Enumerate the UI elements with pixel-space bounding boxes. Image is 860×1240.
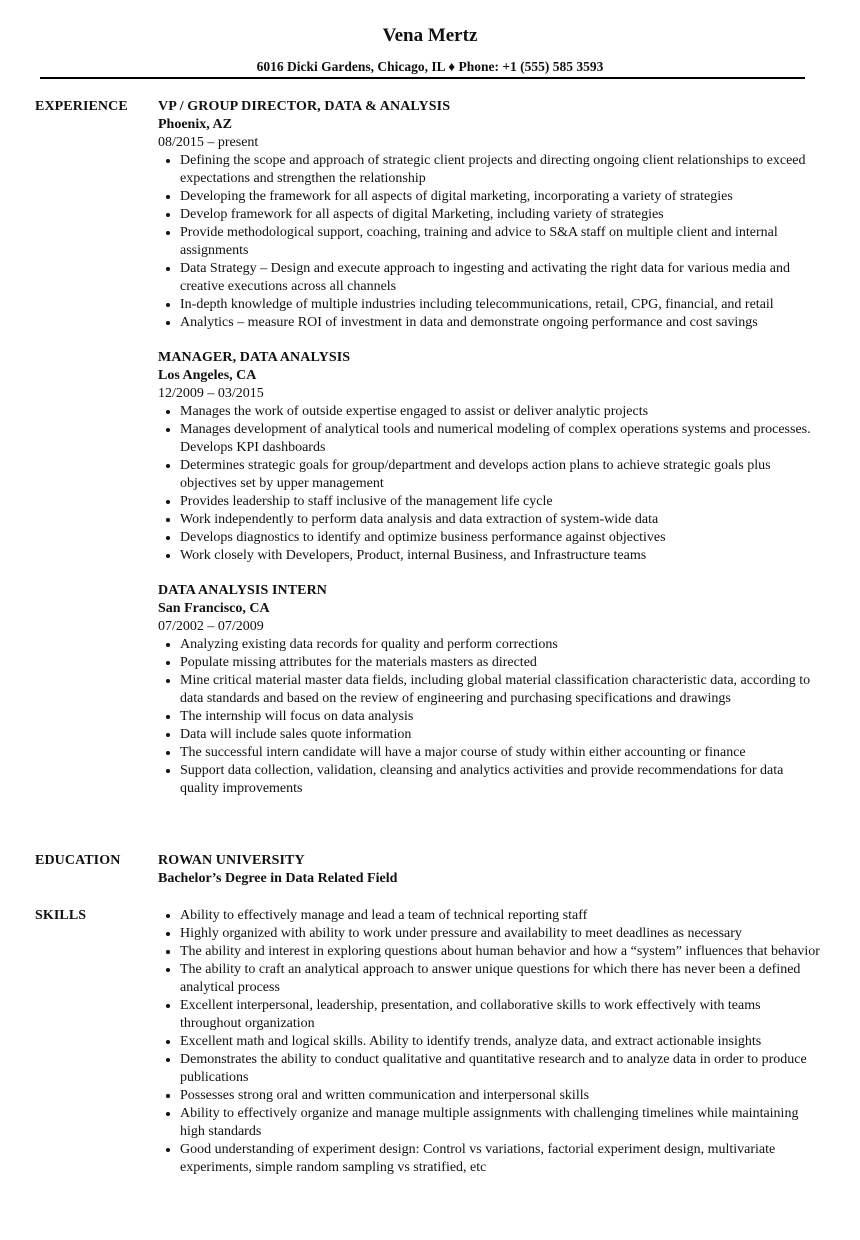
bullet-item: • Populate missing attributes for the materials masters as directed: [180, 654, 823, 672]
skill-item: • Highly organized with ability to work under pressure and availability to meet deadlines as necessary: [180, 925, 823, 943]
skill-item: • The ability to craft an analytical approach to answer unique questions for which there has never been a defined analytical process: [180, 961, 823, 997]
job-bullets: [158, 152, 823, 332]
school-name: ROWAN UNIVERSITY: [158, 853, 305, 868]
skills-content: [158, 907, 823, 1177]
job-title: MANAGER, DATA ANALYSIS: [158, 350, 351, 365]
bullet-item: • In-depth knowledge of multiple industries including telecommunications, retail, CPG, financial, and retail: [180, 296, 823, 314]
degree: Bachelor’s Degree in Data Related Field: [158, 871, 398, 886]
job-entry: [158, 349, 823, 565]
skill-item: • Excellent interpersonal, leadership, presentation, and collaborative skills to work effectively with teams throughout organization: [180, 997, 823, 1033]
bullet-item: • The successful intern candidate will have a major course of study within either accounting or finance: [180, 744, 823, 762]
skill-item: • The ability and interest in exploring questions about human behavior and how a “system” influences that behavior: [180, 943, 823, 961]
job-dates: 08/2015 – present: [158, 135, 259, 150]
bullet-item: • Develops diagnostics to identify and optimize business performance against objectives: [180, 529, 823, 547]
bullet-item: • Work closely with Developers, Product, internal Business, and Infrastructure teams: [180, 547, 823, 565]
education-content: [158, 852, 823, 888]
job-entry: [158, 98, 823, 332]
bullet-item: • Defining the scope and approach of strategic client projects and directing ongoing client relationships to exceed expectations and strengthen the relationship: [180, 152, 823, 188]
bullet-item: • Analyzing existing data records for quality and perform corrections: [180, 636, 823, 654]
skill-item: • Demonstrates the ability to conduct qualitative and quantitative research and to analyze data in order to produce publications: [180, 1051, 823, 1087]
bullet-item: • Developing the framework for all aspects of digital marketing, incorporating a variety of strategies: [180, 188, 823, 206]
resume-header: [0, 24, 860, 76]
section-title-education: EDUCATION: [35, 853, 121, 868]
job-location: San Francisco, CA: [158, 601, 270, 616]
bullet-item: • Data will include sales quote information: [180, 726, 823, 744]
skill-item: • Possesses strong oral and written communication and interpersonal skills: [180, 1087, 823, 1105]
experience-content: [158, 98, 823, 815]
bullet-item: • Support data collection, validation, cleansing and analytics activities and provide recommendations for data quality improvements: [180, 762, 823, 798]
bullet-item: • Mine critical material master data fields, including global material classification characteristic data, according to data standards and based on the review of engineering and purchasing specifications and drawings: [180, 672, 823, 708]
bullet-item: • The internship will focus on data analysis: [180, 708, 823, 726]
bullet-item: • Manages the work of outside expertise engaged to assist or deliver analytic projects: [180, 403, 823, 421]
job-bullets: [158, 403, 823, 565]
candidate-name: Vena Mertz: [382, 25, 478, 46]
bullet-item: • Work independently to perform data analysis and data extraction of system-wide data: [180, 511, 823, 529]
job-location: Phoenix, AZ: [158, 117, 232, 132]
skill-item: • Excellent math and logical skills. Ability to identify trends, analyze data, and extract actionable insights: [180, 1033, 823, 1051]
bullet-item: • Data Strategy – Design and execute approach to ingesting and activating the right data for various media and creative executions across all channels: [180, 260, 823, 296]
skill-item: • Ability to effectively organize and manage multiple assignments with challenging timelines while maintaining high standards: [180, 1105, 823, 1141]
job-dates: 12/2009 – 03/2015: [158, 386, 264, 401]
contact-line: 6016 Dicki Gardens, Chicago, IL ♦ Phone: +1 (555) 585 3593: [256, 59, 604, 74]
bullet-item: • Provides leadership to staff inclusive of the management life cycle: [180, 493, 823, 511]
section-title-skills: SKILLS: [35, 908, 87, 923]
job-bullets: [158, 636, 823, 798]
job-entry: [158, 582, 823, 798]
section-title-experience: EXPERIENCE: [35, 99, 128, 114]
bullet-item: • Develop framework for all aspects of digital Marketing, including variety of strategies: [180, 206, 823, 224]
job-title: VP / GROUP DIRECTOR, DATA & ANALYSIS: [158, 99, 451, 114]
bullet-item: • Determines strategic goals for group/department and develops action plans to achieve strategic goals plus objectives set by upper management: [180, 457, 823, 493]
bullet-item: • Provide methodological support, coaching, training and advice to S&A staff on multiple client and internal assignments: [180, 224, 823, 260]
job-location: Los Angeles, CA: [158, 368, 257, 383]
header-divider: [40, 77, 805, 79]
skill-item: • Good understanding of experiment design: Control vs variations, factorial experiment design, multivariate experiments, simple random sampling vs stratified, etc: [180, 1141, 823, 1177]
skills-list: [158, 907, 823, 1177]
bullet-item: • Analytics – measure ROI of investment in data and demonstrate ongoing performance and cost savings: [180, 314, 823, 332]
skill-item: • Ability to effectively manage and lead a team of technical reporting staff: [180, 907, 823, 925]
job-dates: 07/2002 – 07/2009: [158, 619, 264, 634]
job-title: DATA ANALYSIS INTERN: [158, 583, 328, 598]
bullet-item: • Manages development of analytical tools and numerical modeling of complex operations systems and processes. Develops KPI dashboards: [180, 421, 823, 457]
